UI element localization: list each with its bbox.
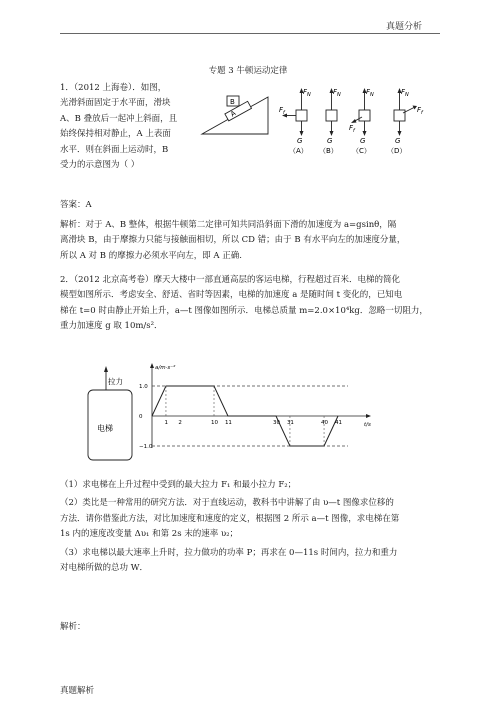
x-tick-label: 41: [335, 420, 342, 426]
intro-line: 2．（2012 北京高考卷）摩天大楼中一部直通高层的客运电梯，行程超过百米．电梯的简化: [60, 275, 400, 285]
q1-answer: 答案：A: [60, 200, 92, 210]
rope-arrow: [104, 366, 108, 372]
x-axis-label: t/s: [364, 422, 371, 428]
q2-intro: [60, 273, 442, 335]
q1-line: 受力的示意图为（ ）: [60, 160, 140, 171]
g-label: G: [327, 137, 333, 145]
y-axis-label: a/m·s⁻²: [155, 365, 176, 371]
x-tick-label: 31: [286, 420, 294, 426]
fn-label: $F_N$: [333, 88, 341, 98]
fn-label: $F_N$: [401, 88, 409, 98]
option-a-diagram: [279, 88, 311, 155]
fn-label: $F_N$: [366, 88, 374, 98]
fn-label: $F_N$: [303, 88, 311, 98]
q1-line: 水平．则在斜面上运动时，B: [60, 144, 169, 155]
analysis-line: 所以 A 对 B 的摩擦力必须水平向左，即 A 正确.: [60, 250, 242, 261]
block-b-label: B: [230, 98, 235, 106]
part-line: （1）求电梯在上升过程中受到的最大拉力 F₁ 和最小拉力 F₂；: [60, 480, 297, 490]
q1-line: 1．（2012 上海卷）．如图，: [60, 83, 167, 93]
x-tick-label: 10: [211, 420, 218, 426]
x-tick-label: 30: [273, 420, 280, 426]
x-tick-label: 2: [178, 420, 182, 426]
part-line: 对电梯所做的总功 W．: [60, 563, 148, 574]
x-tick-label: 1: [164, 420, 168, 426]
intro-line: 模型如图所示．考虑安全、舒适、省时等因素，电梯的加速度 a 是随时间 t 变化的，已知电: [60, 290, 403, 301]
rope-label: 拉力: [108, 377, 123, 386]
q1-figure: [196, 84, 446, 164]
g-label: G: [297, 137, 303, 145]
x-tick-label: 40: [321, 420, 329, 426]
q2-analysis-label: 解析：: [60, 622, 86, 632]
y-axis-arrow: [150, 363, 154, 368]
intro-line: 梯在 t=0 时由静止开始上升，a—t 图像如图所示．电梯总质量 m=2.0×10⁴kg．忽略一切阻力，: [60, 305, 428, 316]
q1-analysis: [60, 218, 442, 264]
footer-label: 真题解析: [60, 686, 95, 696]
y-tick-label: 1.0: [139, 384, 148, 390]
section-title: 专题 3 牛顿运动定律: [208, 66, 288, 76]
part-line: （2）类比是一种常用的研究方法．对于直线运动，教科书中讲解了由 υ—t 图像求位移的: [60, 498, 394, 509]
g-label: G: [360, 137, 366, 145]
intro-line: 重力加速度 g 取 10m/s²．: [60, 321, 163, 332]
option-b-label: （B）: [319, 147, 338, 155]
at-chart: [136, 360, 386, 452]
g-label: G: [395, 137, 401, 145]
elevator-label: 电梯: [97, 424, 113, 433]
analysis-line: 解析：对于 A、B 整体，根据牛顿第二定律可知共同沿斜面下滑的加速度为 a=gsinθ，隔: [60, 220, 397, 230]
block-a-label: A: [229, 109, 238, 119]
y-tick-label: 0: [139, 414, 143, 420]
option-a-label: （A）: [289, 147, 308, 155]
option-b-diagram: [319, 88, 341, 155]
part-line: 1s 内的速度改变量 Δυ₁ 和第 2s 末的速率 υ₂；: [60, 529, 239, 540]
q1-text: [60, 81, 196, 173]
header-label: 真题分析: [385, 22, 422, 32]
option-c-diagram: [349, 88, 374, 155]
x-tick-label: 11: [224, 420, 232, 426]
header-rule: [60, 33, 440, 34]
option-d-label: （D）: [387, 147, 407, 155]
ff-label: $F_f$: [349, 124, 355, 134]
ff-label: $F_f$: [279, 106, 285, 116]
q1-line: 光滑斜面固定于水平面，滑块: [60, 98, 171, 109]
y-tick-label: −1.0: [139, 444, 153, 450]
q1-line: 始终保持相对静止，A 上表面: [60, 129, 171, 140]
q1-line: A、B 叠放后一起冲上斜面，且: [60, 113, 178, 124]
part-line: 方法．请你借鉴此方法，对比加速度和速度的定义，根据图 2 所示 a—t 图像，求电梯在第: [60, 513, 400, 524]
option-d-diagram: [387, 88, 424, 155]
analysis-line: 离滑块 B，由于摩擦力只能与接触面相切，所以 CD 错；由于 B 有水平向左的加速度分量，: [60, 235, 406, 246]
x-axis-arrow: [366, 414, 371, 418]
ff-label: $F_f$: [417, 106, 423, 116]
q2-parts: [60, 478, 442, 576]
part-line: （3）求电梯以最大速率上升时，拉力做功的功率 P；再求在 0—11s 时间内，拉力和重力: [60, 547, 398, 558]
option-c-label: （C）: [352, 147, 371, 155]
